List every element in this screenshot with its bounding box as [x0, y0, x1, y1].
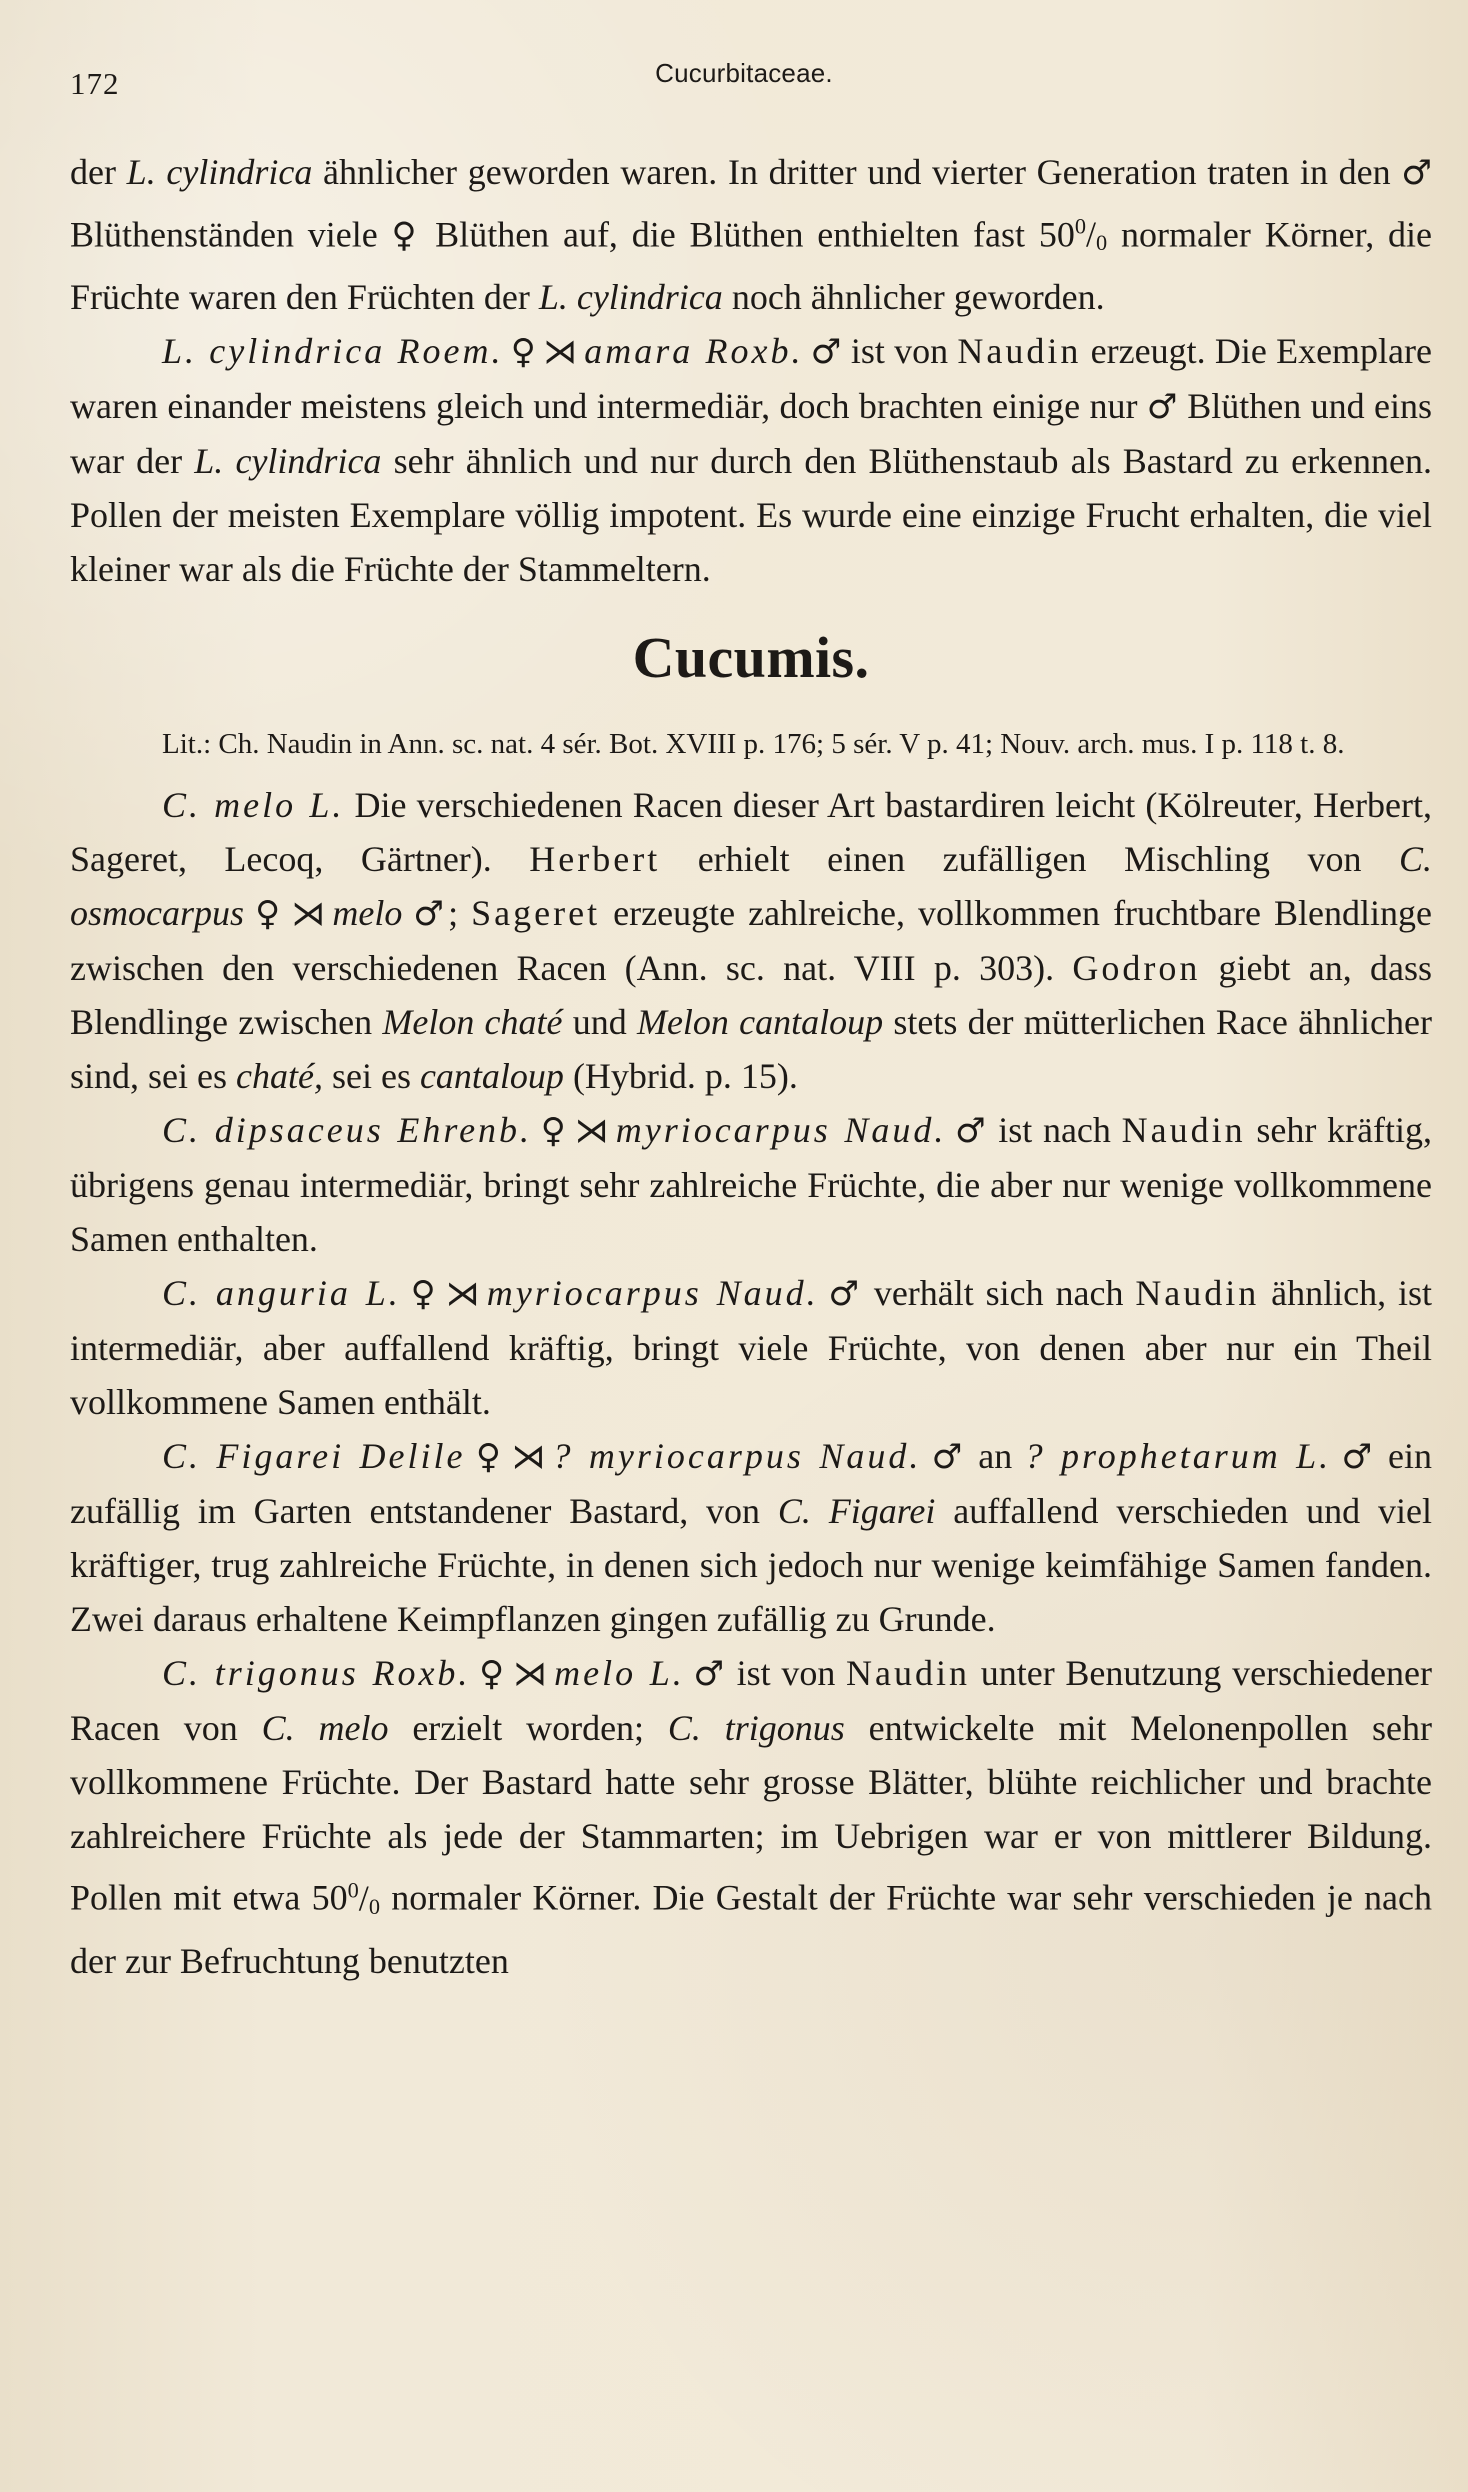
percent-subscript: 0: [368, 1893, 380, 1919]
page-header: [70, 58, 1430, 110]
paragraph-text: normaler Körner, die Früchte waren den Früchten der: [70, 214, 1432, 318]
taxon-name: C. trigonus: [667, 1708, 845, 1749]
paragraph-cucumis-anguria: [70, 1266, 1432, 1429]
taxon-name: C. dipsaceus Ehrenb.: [162, 1110, 533, 1151]
paragraph-text: sehr kräftig, übrigens genau intermediär, bringt sehr zahlreiche Früchte, die aber nur wenige vollkommene Samen enthalten.: [70, 1110, 1432, 1260]
running-head: Cucurbitaceae.: [655, 58, 833, 88]
paragraph-text: noch ähnlicher geworden.: [722, 277, 1105, 318]
paragraph-text: verhält sich nach: [861, 1273, 1136, 1314]
taxon-name: ? myriocarpus Naud.: [552, 1436, 922, 1477]
female-symbol: ♀: [539, 1111, 568, 1152]
taxon-name: melo L.: [554, 1653, 685, 1694]
cross-symbol: ⋊: [511, 1437, 546, 1478]
paragraph-text: und: [562, 1002, 637, 1043]
paragraph-cucumis-melo: [70, 778, 1432, 1103]
section-heading-cucumis: Cucumis.: [632, 625, 870, 691]
percent-subscript: 0: [1096, 230, 1108, 256]
cross-symbol: ⋊: [574, 1111, 609, 1152]
paragraph-text: stets der mütterlichen Race ähnlicher sind, sei es: [70, 1002, 1432, 1097]
taxon-name: L. cylindrica: [126, 152, 313, 192]
paragraph-text: erhielt einen zufälligen Mischling von: [660, 839, 1399, 880]
taxon-name: L. cylindrica Roem.: [162, 331, 504, 372]
taxon-name: amara Roxb.: [584, 331, 804, 372]
male-symbol: ♂: [825, 1274, 862, 1315]
taxon-name: myriocarpus Naud.: [486, 1273, 819, 1314]
paragraph-text: unter Benutzung verschiedener Racen von: [70, 1653, 1432, 1749]
percent-superscript: 0: [1074, 214, 1086, 239]
male-symbol: ♂: [953, 1111, 988, 1152]
male-symbol: ♂: [1146, 387, 1178, 428]
female-symbol: ♀: [510, 332, 537, 373]
taxon-name: melo: [332, 893, 403, 934]
male-symbol: ♂: [1338, 1437, 1376, 1478]
paragraph-text: normaler Körner. Die Gestalt der Früchte war sehr verschieden je nach der zur Befruchtung benutzten: [70, 1877, 1432, 1981]
paragraph-text: ist von: [725, 1653, 847, 1694]
taxon-name: C. melo L.: [162, 785, 345, 826]
female-symbol: ♀: [477, 1654, 506, 1695]
paragraph-text: ist von: [841, 331, 958, 372]
variety-name: Melon cantaloup: [636, 1002, 884, 1043]
paragraph-text: Blüthen und eins war der: [70, 386, 1433, 482]
literature-text: Lit.: Ch. Naudin in Ann. sc. nat. 4 sér. Bot. XVIII p. 176; 5 sér. V p. 41; Nouv. arch. mus. I p. 118 t. 8.: [162, 728, 1345, 761]
paragraph-text: giebt an, dass Blendlinge zwischen: [70, 948, 1432, 1043]
paragraph-text: Die verschiedenen Racen dieser Art bastardiren leicht (Kölreuter, Herbert, Sageret, Lecoq, Gärtner).: [70, 785, 1432, 880]
paragraph-text: an: [965, 1436, 1025, 1477]
female-symbol: ♀: [407, 1274, 439, 1315]
percent-symbol: [1075, 214, 1107, 254]
author-name: Naudin: [846, 1653, 971, 1694]
taxon-name: myriocarpus Naud.: [615, 1110, 947, 1151]
female-symbol: ♀: [472, 1437, 505, 1478]
percent-superscript: 0: [347, 1877, 359, 1903]
variety-name: cantaloup: [419, 1056, 564, 1097]
taxon-name: ? prophetarum L.: [1024, 1436, 1332, 1477]
male-symbol: ♂: [928, 1437, 966, 1478]
paragraph-text: sei es: [322, 1056, 420, 1097]
page-body: [70, 145, 1432, 1988]
author-name: Sageret: [471, 893, 601, 934]
page-number: 172: [70, 66, 120, 101]
paragraph-text: der: [70, 152, 127, 192]
male-symbol: ♂: [691, 1654, 726, 1695]
taxon-name: L. cylindrica: [194, 441, 382, 482]
taxon-name: L. cylindrica: [538, 277, 723, 318]
percent-slash: /: [1085, 214, 1096, 255]
female-symbol: ♀: [391, 215, 422, 256]
literature-reference: [70, 720, 1432, 768]
taxon-name: C. Figarei: [777, 1491, 936, 1532]
percent-symbol: [348, 1878, 380, 1918]
paragraph-text: erzeugte zahlreiche, vollkommen fruchtbare Blendlinge zwischen den verschiedenen Racen (Ann. sc. nat. VIII p. 303).: [70, 893, 1432, 989]
cross-symbol: ⋊: [543, 332, 578, 373]
percent-slash: /: [358, 1877, 369, 1918]
paragraph-text: ähnlich, ist intermediär, aber auffallend kräftig, bringt viele Früchte, von denen aber nur ein Theil vollkommene Samen enthält.: [70, 1273, 1432, 1423]
female-symbol: ♀: [251, 894, 285, 935]
male-symbol: ♂: [810, 332, 842, 373]
author-name: Herbert: [529, 839, 661, 880]
taxon-name: C. melo: [261, 1708, 389, 1749]
male-symbol: ♂: [409, 894, 449, 935]
variety-name: Melon chaté: [382, 1002, 563, 1043]
author-name: Naudin: [957, 331, 1082, 372]
paragraph-cucumis-figarei: [70, 1429, 1432, 1646]
paragraph-text: ähnlicher geworden waren. In dritter und vierter Generation traten in den: [312, 152, 1402, 192]
paragraph-text: Blüthenständen viele: [70, 214, 392, 255]
paragraph-text: ein zufällig im Garten entstandener Bastard, von: [70, 1436, 1433, 1532]
taxon-name: C. Figarei Delile: [162, 1436, 466, 1477]
paragraph-text: entwickelte mit Melonenpollen sehr vollkommene Früchte. Der Bastard hatte sehr grosse Blätter, blühte reichlicher und brachte zahlreichere Früchte als jede der Stammarten; im Uebrigen war er von mittlerer Bildung. Pollen mit etwa 50: [70, 1708, 1432, 1918]
paragraph-luffa-cylindrica-generations: [70, 145, 1432, 324]
paragraph-text: erzielt worden;: [388, 1708, 668, 1749]
paragraph-text: ;: [448, 893, 472, 934]
paragraph-text: ist nach: [987, 1110, 1122, 1151]
cross-symbol: ⋊: [291, 894, 326, 935]
variety-name: chaté,: [236, 1056, 323, 1097]
cross-symbol: ⋊: [445, 1274, 480, 1315]
paragraph-cucumis-trigonus: [70, 1646, 1432, 1987]
male-symbol: ♂: [1401, 153, 1432, 193]
author-name: Godron: [1072, 948, 1201, 989]
paragraph-luffa-cylindrica-amara: [70, 324, 1432, 596]
paragraph-cucumis-dipsaceus: [70, 1103, 1432, 1266]
cross-symbol: ⋊: [512, 1654, 548, 1695]
author-name: Naudin: [1121, 1110, 1246, 1151]
taxon-name: C. osmocarpus: [70, 839, 1432, 934]
taxon-name: C. anguria L.: [162, 1273, 401, 1314]
author-name: Naudin: [1135, 1273, 1260, 1314]
paragraph-text: erzeugt. Die Exemplare waren einander meistens gleich und intermediär, doch brachten einige nur: [70, 331, 1433, 427]
paragraph-text: (Hybrid. p. 15).: [563, 1056, 798, 1097]
paragraph-text: Blüthen auf, die Blüthen enthielten fast 50: [421, 214, 1075, 255]
paragraph-text: sehr ähnlich und nur durch den Blüthenstaub als Bastard zu erkennen. Pollen der meisten Exemplare völlig impotent. Es wurde eine einzige Frucht erhalten, die viel kleiner war als die Früchte der Stammeltern.: [70, 441, 1433, 590]
paragraph-text: auffallend verschieden und viel kräftiger, trug zahlreiche Früchte, in denen sich jedoch nur wenige keimfähige Samen fanden. Zwei daraus erhaltene Keimpflanzen gingen zufällig zu Grunde.: [70, 1491, 1432, 1640]
taxon-name: C. trigonus Roxb.: [162, 1653, 471, 1694]
